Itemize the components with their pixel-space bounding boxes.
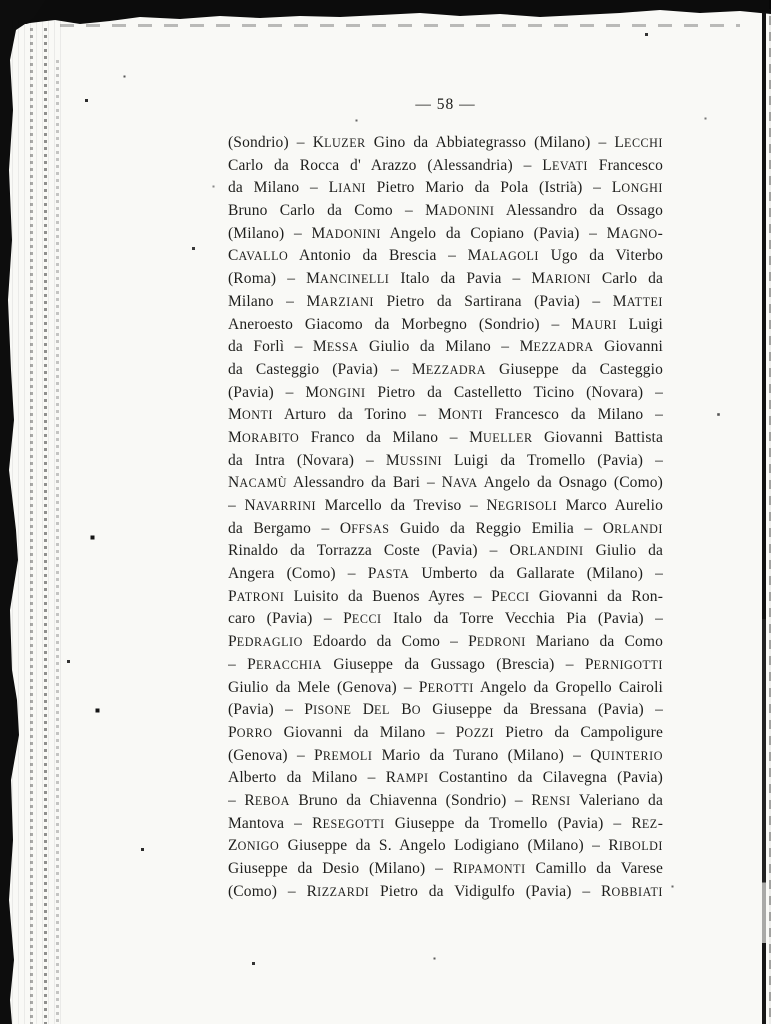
text-line: caro (Pavia) – PECCI Italo da Torre Vecchia Pia (Pavia) – — [228, 610, 663, 628]
text-line: da Forlì – MESSA Giulio da Milano – MEZZADRA Giovanni — [228, 338, 663, 356]
text-line: – REBOA Bruno da Chiavenna (Sondrio) – RENSI Valeriano da — [228, 791, 663, 809]
body-text — [228, 132, 663, 903]
text-line: da Milano – LIANI Pietro Mario da Pola (Istria) – LONGHI — [228, 179, 663, 197]
text-line: ZONIGO Giuseppe da S. Angelo Lodigiano (Milano) – RIBOLDI — [228, 837, 663, 855]
scan-gutter-streak — [44, 28, 47, 1024]
text-line: (Como) – RIZZARDI Pietro da Vidigulfo (Pavia) – ROBBIATI — [228, 882, 663, 900]
text-line: Giulio da Mele (Genova) – PEROTTI Angelo da Gropello Cairoli — [228, 678, 663, 696]
page-number: — 58 — — [415, 96, 476, 113]
scan-edge-top — [0, 0, 771, 24]
scan-speckles — [0, 0, 1, 1]
text-line: Angera (Como) – PASTA Umberto da Gallarate (Milano) – — [228, 565, 663, 583]
text-line: MONTI Arturo da Torino – MONTI Francesco da Milano – — [228, 406, 663, 424]
text-line: da Casteggio (Pavia) – MEZZADRA Giuseppe da Casteggio — [228, 360, 663, 378]
text-line: CAVALLO Antonio da Brescia – MALAGOLI Ugo da Viterbo — [228, 247, 663, 265]
text-line: – PERACCHIA Giuseppe da Gussago (Brescia) – PERNIGOTTI — [228, 655, 663, 673]
text-line: NACAMÙ Alessandro da Bari – NAVA Angelo da Osnago (Como) — [228, 474, 663, 492]
text-line: (Sondrio) – KLUZER Gino da Abbiategrasso (Milano) – LECCHI — [228, 134, 663, 151]
text-line: MORABITO Franco da Milano – MUELLER Giovanni Battista — [228, 428, 663, 446]
text-line: – NAVARRINI Marcello da Treviso – NEGRISOLI Marco Aurelio — [228, 497, 663, 514]
scan-edge-right — [762, 12, 766, 1024]
text-line: PATRONI Luisito da Buenos Ayres – PECCI Giovanni da Ron- — [228, 587, 663, 605]
text-line: da Bergamo – OFFSAS Guido da Reggio Emilia – ORLANDI — [228, 519, 663, 537]
scan-edge-top-shadow — [60, 24, 740, 27]
scan-gutter-streak — [30, 28, 33, 1024]
scan-gutter-streak — [56, 60, 59, 1024]
text-line: (Milano) – MADONINI Angelo da Copiano (Pavia) – MAGNO- — [228, 224, 663, 242]
text-line: Rinaldo da Torrazza Coste (Pavia) – ORLANDINI Giulio da — [228, 542, 663, 560]
text-line: Bruno Carlo da Como – MADONINI Alessandro da Ossago — [228, 202, 663, 220]
text-line: (Genova) – PREMOLI Mario da Turano (Milano) – QUINTERIO — [228, 746, 663, 764]
text-line: (Pavia) – PISONE DEL BO Giuseppe da Bressana (Pavia) – — [228, 701, 663, 719]
text-line: Mantova – RESEGOTTI Giuseppe da Tromello (Pavia) – REZ- — [228, 814, 663, 832]
text-line: PEDRAGLIO Edoardo da Como – PEDRONI Mariano da Como — [228, 633, 663, 651]
text-line: PORRO Giovanni da Milano – POZZI Pietro da Campoligure — [228, 723, 663, 741]
text-line: (Roma) – MANCINELLI Italo da Pavia – MARIONI Carlo da — [228, 270, 663, 288]
text-line: da Intra (Novara) – MUSSINI Luigi da Tromello (Pavia) – — [228, 451, 663, 469]
text-line: Carlo da Rocca d' Arazzo (Alessandria) – LEVATI Francesco — [228, 156, 663, 174]
text-line: Aneroesto Giacomo da Morbegno (Sondrio) – MAURI Luigi — [228, 315, 663, 333]
text-line: Giuseppe da Desio (Milano) – RIPAMONTI Camillo da Varese — [228, 860, 663, 877]
text-line: Alberto da Milano – RAMPI Costantino da Cilavegna (Pavia) — [228, 769, 663, 787]
text-line: (Pavia) – MONGINI Pietro da Castelletto Ticino (Novara) – — [228, 383, 663, 401]
text-line: Milano – MARZIANI Pietro da Sartirana (Pavia) – MATTEI — [228, 292, 663, 310]
